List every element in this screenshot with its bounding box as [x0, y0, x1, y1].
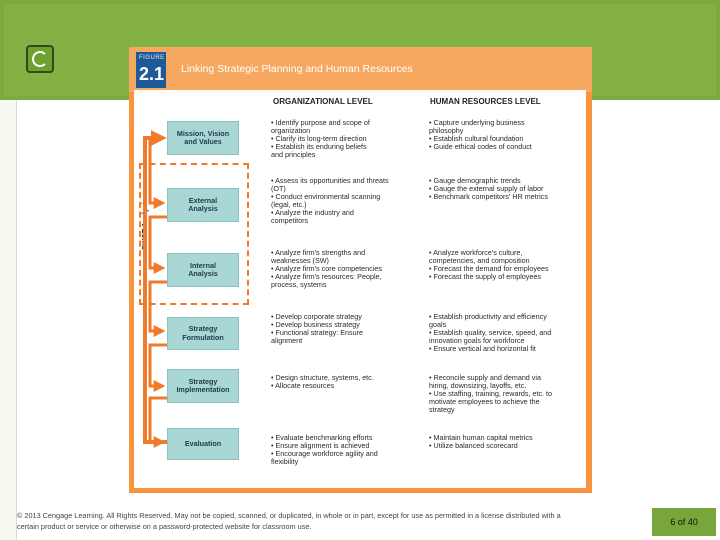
bullet-line: • Establish cultural foundation — [429, 134, 524, 144]
flow-arrow-5 — [150, 398, 167, 442]
hr-text-row-2 — [429, 177, 548, 201]
org-text-row-3 — [271, 249, 382, 289]
org-text-row-6 — [271, 434, 378, 466]
org-text-row-4 — [271, 313, 363, 345]
bullet-line: • Ensure alignment is achieved — [271, 441, 370, 451]
bullet-line: hiring, downsizing, layoffs, etc. — [429, 381, 527, 391]
flow-arrow-4 — [150, 345, 167, 386]
bullet-line: and principles — [271, 150, 316, 160]
bullet-line: • Analyze workforce's culture, — [429, 248, 523, 257]
flow-arrow-2 — [150, 217, 167, 268]
bullet-line: • Gauge demographic trends — [429, 176, 521, 185]
bullet-line: • Allocate resources — [271, 381, 335, 391]
bullet-line: • Encourage workforce agility and — [271, 449, 378, 459]
bullet-line: • Establish its enduring beliefs — [271, 142, 367, 152]
bullet-line: • Assess its opportunities and threats — [271, 176, 389, 185]
flow-arrow-3 — [150, 282, 167, 331]
column-header-hr: HUMAN RESOURCES LEVEL — [430, 97, 541, 106]
bullet-line: (legal, etc.) — [271, 200, 307, 210]
box-line: Internal — [190, 260, 216, 270]
bullet-line: (OT) — [271, 184, 286, 194]
figure-title: Linking Strategic Planning and Human Resources — [181, 63, 413, 75]
column-header-organizational: ORGANIZATIONAL LEVEL — [273, 97, 373, 106]
bullet-line: • Conduct environmental scanning — [271, 192, 381, 202]
box-line: Analysis — [188, 204, 218, 213]
figure-number: 2.1 — [139, 64, 165, 84]
bullet-line: strategy — [429, 405, 455, 415]
bullet-line: • Analyze firm's core competencies — [271, 264, 382, 274]
org-text-row-2 — [271, 177, 389, 225]
bullet-line: innovation goals for workforce — [429, 336, 525, 346]
bullet-line: organization — [271, 126, 311, 136]
box-line: Strategy — [188, 324, 218, 334]
flow-arrow-1 — [150, 138, 162, 203]
feedback-arrow — [145, 138, 168, 442]
bullet-line: • Analyze firm's resources: People, — [271, 272, 382, 282]
copyright-notice: © 2013 Cengage Learning. All Rights Reserved. May not be copied, scanned, or duplicated, in whole or in part, except for use as permitted in a license distributed with a certain product or service or otherwise on a password-protected website for classroom use. — [17, 511, 561, 531]
bullet-line: • Forecast the supply of employees — [429, 272, 541, 282]
bullet-line: • Use staffing, training, rewards, etc. to — [429, 389, 553, 399]
box-internal-analysis — [167, 253, 239, 287]
box-mission-vision-values — [167, 121, 239, 155]
org-text-row-5 — [271, 374, 374, 390]
bullet-line: philosophy — [429, 126, 464, 136]
bullet-line: • Clarify its long-term direction — [271, 134, 367, 144]
bullet-line: • Design structure, systems, etc. — [271, 373, 374, 382]
bullet-line: • Develop business strategy — [271, 320, 360, 330]
bullet-line: • Analyze the industry and — [271, 208, 354, 218]
bullet-line: • Utilize balanced scorecard — [429, 441, 518, 451]
bullet-line: • Guide ethical codes of conduct — [429, 142, 532, 152]
hr-text-row-3 — [429, 249, 549, 281]
bullet-line: motivate employees to achieve the — [429, 397, 540, 407]
bullet-line: • Benchmark competitors' HR metrics — [429, 192, 548, 202]
page-counter: 6 of 40 — [652, 508, 716, 536]
box-strategy-formulation — [167, 317, 239, 350]
bullet-line: • Analyze firm's strengths and — [271, 248, 366, 257]
figure-label: FIGURE — [139, 55, 165, 61]
bullet-line: • Establish productivity and efficiency — [429, 312, 547, 321]
box-line: External — [188, 195, 218, 205]
hr-text-row-6 — [429, 434, 533, 450]
bullet-line: • Establish quality, service, speed, and — [429, 328, 552, 338]
swot-analysis-label: SWOT Analysis — [142, 198, 149, 250]
box-line: Evaluation — [184, 438, 222, 448]
hr-text-row-1 — [429, 119, 532, 151]
box-evaluation — [167, 428, 239, 460]
bullet-line: • Maintain human capital metrics — [429, 433, 533, 442]
box-strategy-implementation — [167, 369, 239, 403]
bullet-line: • Capture underlying business — [429, 118, 525, 127]
box-line: Strategy — [188, 376, 218, 386]
bullet-line: alignment — [271, 336, 303, 346]
hr-text-row-4 — [429, 313, 551, 353]
box-line: Mission, Vision — [176, 128, 230, 138]
box-line: and Values — [184, 137, 222, 146]
bullet-line: competencies, and composition — [429, 256, 530, 266]
bullet-line: • Forecast the demand for employees — [429, 264, 549, 274]
bullet-line: process, systems — [271, 280, 327, 290]
bullet-line: • Functional strategy: Ensure — [271, 328, 364, 338]
bullet-line: • Develop corporate strategy — [271, 312, 362, 321]
bullet-line: • Reconcile supply and demand via — [429, 373, 541, 382]
bullet-line: • Ensure vertical and horizontal fit — [429, 344, 536, 354]
box-external-analysis — [167, 188, 239, 222]
box-line: Formulation — [182, 332, 224, 342]
bullet-line: flexibility — [271, 457, 299, 467]
bullet-line: • Gauge the external supply of labor — [429, 184, 544, 194]
bullet-line: weaknesses (SW) — [271, 256, 329, 266]
hr-text-row-5 — [429, 374, 552, 414]
bullet-line: competitors — [271, 216, 309, 226]
org-text-row-1 — [271, 119, 370, 159]
box-line: Analysis — [188, 269, 218, 278]
bullet-line: • Identify purpose and scope of — [271, 118, 370, 127]
box-line: Implementation — [176, 385, 230, 394]
bullet-line: • Evaluate benchmarking efforts — [271, 433, 373, 442]
bullet-line: goals — [429, 320, 447, 330]
